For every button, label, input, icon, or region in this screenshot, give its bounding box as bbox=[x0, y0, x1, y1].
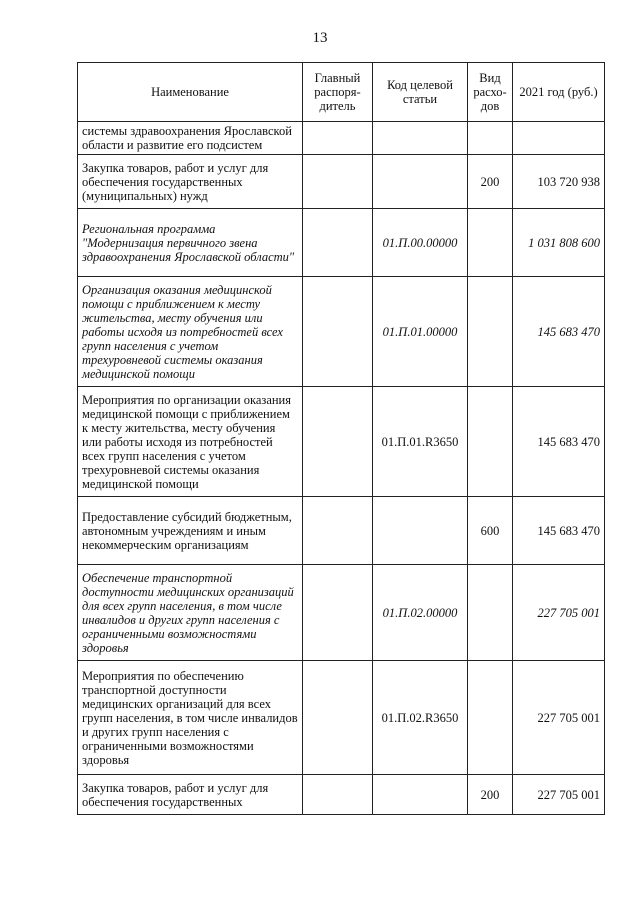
row-expense-type bbox=[468, 122, 513, 155]
row-target-code: 01.П.02.R3650 bbox=[373, 661, 468, 775]
row-expense-type: 200 bbox=[468, 155, 513, 209]
table-row bbox=[78, 155, 605, 209]
row-expense-type: 600 bbox=[468, 497, 513, 565]
row-manager bbox=[303, 565, 373, 661]
row-expense-type bbox=[468, 387, 513, 497]
row-expense-type bbox=[468, 661, 513, 775]
row-expense-type bbox=[468, 277, 513, 387]
row-name: Обеспечение транспортной доступности медицинских организаций для всех групп населения, в том числе инвалидов и других групп населения с ограниченными возможностями здоровья bbox=[78, 565, 303, 661]
row-manager bbox=[303, 661, 373, 775]
header-amount: 2021 год (руб.) bbox=[513, 63, 605, 122]
table-row bbox=[78, 387, 605, 497]
header-expense-type: Вид расхо-дов bbox=[468, 63, 513, 122]
table-row bbox=[78, 277, 605, 387]
row-name: Мероприятия по организации оказания медицинской помощи с приближением к месту жительства, месту обучения или работы исходя из потребностей всех групп населения с учетом трехуровневой системы оказания медицинской помощи bbox=[78, 387, 303, 497]
row-target-code: 01.П.00.00000 bbox=[373, 209, 468, 277]
row-target-code bbox=[373, 122, 468, 155]
row-amount: 1 031 808 600 bbox=[513, 209, 605, 277]
table-row bbox=[78, 209, 605, 277]
table-row bbox=[78, 565, 605, 661]
row-name: Мероприятия по обеспечению транспортной доступности медицинских организаций для всех групп населения, в том числе инвалидов и других групп населения с ограниченными возможностями здоровья bbox=[78, 661, 303, 775]
header-name: Наименование bbox=[78, 63, 303, 122]
row-target-code: 01.П.01.R3650 bbox=[373, 387, 468, 497]
row-amount: 145 683 470 bbox=[513, 277, 605, 387]
header-manager: Главный распоря-дитель bbox=[303, 63, 373, 122]
row-target-code bbox=[373, 775, 468, 815]
row-name: системы здравоохранения Ярославской области и развитие его подсистем bbox=[78, 122, 303, 155]
row-name: Закупка товаров, работ и услуг для обеспечения государственных bbox=[78, 775, 303, 815]
page-number: 13 bbox=[312, 30, 328, 46]
row-target-code: 01.П.02.00000 bbox=[373, 565, 468, 661]
row-manager bbox=[303, 277, 373, 387]
budget-table bbox=[77, 62, 605, 815]
row-amount: 227 705 001 bbox=[513, 775, 605, 815]
row-name: Региональная программа "Модернизация первичного звена здравоохранения Ярославской области" bbox=[78, 209, 303, 277]
row-amount: 227 705 001 bbox=[513, 661, 605, 775]
row-target-code bbox=[373, 497, 468, 565]
row-manager bbox=[303, 122, 373, 155]
row-name: Организация оказания медицинской помощи с приближением к месту жительства, месту обучения или работы исходя из потребностей всех групп населения с учетом трехуровневой системы оказания медицинской помощи bbox=[78, 277, 303, 387]
row-expense-type bbox=[468, 565, 513, 661]
row-amount: 145 683 470 bbox=[513, 497, 605, 565]
table-row bbox=[78, 497, 605, 565]
row-name: Предоставление субсидий бюджетным, автономным учреждениям и иным некоммерческим организациям bbox=[78, 497, 303, 565]
row-manager bbox=[303, 497, 373, 565]
header-target-code: Код целевой статьи bbox=[373, 63, 468, 122]
row-amount bbox=[513, 122, 605, 155]
row-target-code bbox=[373, 155, 468, 209]
table-row bbox=[78, 661, 605, 775]
row-manager bbox=[303, 775, 373, 815]
table-header-row bbox=[78, 63, 605, 122]
row-amount: 103 720 938 bbox=[513, 155, 605, 209]
table-row bbox=[78, 775, 605, 815]
row-name: Закупка товаров, работ и услуг для обеспечения государственных (муниципальных) нужд bbox=[78, 155, 303, 209]
row-target-code: 01.П.01.00000 bbox=[373, 277, 468, 387]
row-amount: 227 705 001 bbox=[513, 565, 605, 661]
row-expense-type: 200 bbox=[468, 775, 513, 815]
table-row bbox=[78, 122, 605, 155]
row-manager bbox=[303, 209, 373, 277]
row-manager bbox=[303, 155, 373, 209]
row-manager bbox=[303, 387, 373, 497]
row-expense-type bbox=[468, 209, 513, 277]
row-amount: 145 683 470 bbox=[513, 387, 605, 497]
